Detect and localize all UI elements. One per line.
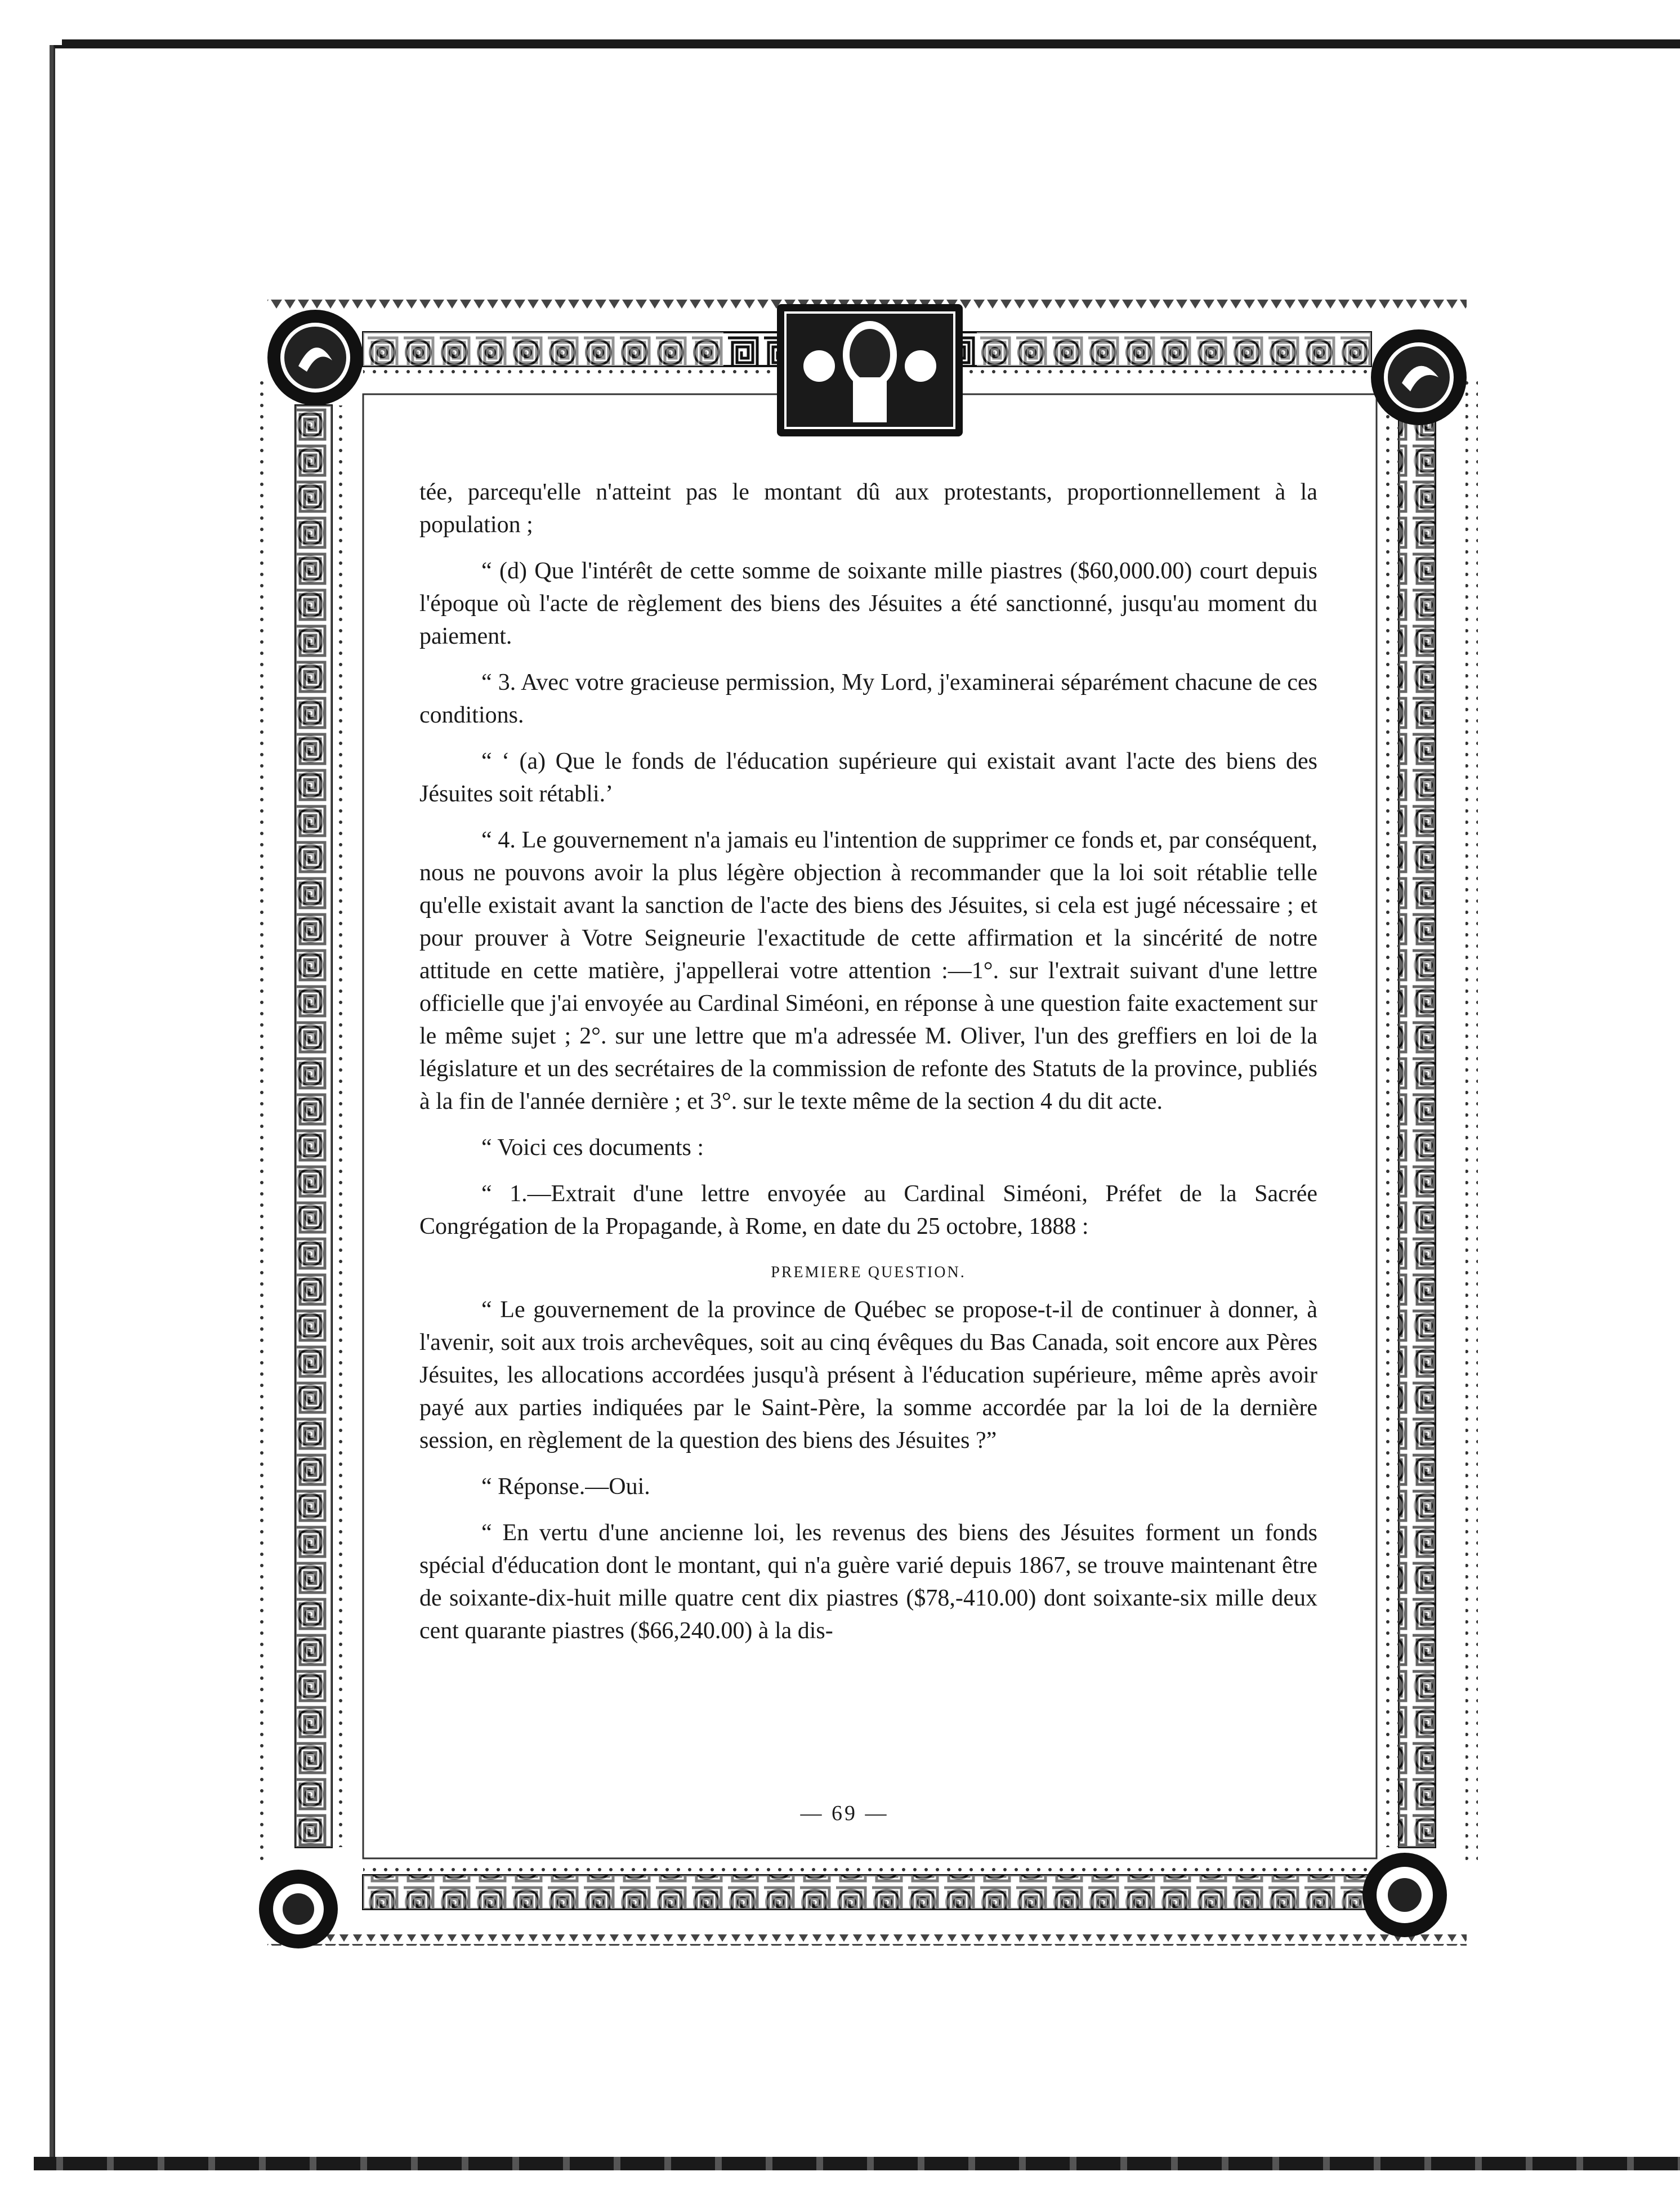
paragraph: “ (d) Que l'intérêt de cette somme de soixante mille piastres ($60,000.00) court depuis l'époque où l'acte de règlement des biens des Jésuites a été sanctionné, jusqu'au moment du paiement. (419, 558, 1317, 649)
paragraph: tée, parcequ'elle n'atteint pas le montant dû aux protestants, proportionnellement à la population ; (419, 479, 1317, 538)
page-text (419, 476, 1317, 1816)
paragraph: “ 3. Avec votre gracieuse permission, My Lord, j'examinerai séparément chacune de ces conditions. (419, 670, 1317, 728)
paragraph: “ 4. Le gouvernement n'a jamais eu l'intention de supprimer ce fonds et, par conséquent, nous ne pouvons avoir la plus légère objection à recommander que la loi soit rétablie telle qu'elle existait avant la sanction de l'acte des biens des Jésuites, si cela est jugé nécessaire ; et pour prouver à Votre Seigneurie l'exactitude de cette affirmation et la sincérité de notre attitude en cette matière, j'appellerai votre attention :—1°. sur l'extrait suivant d'une lettre officielle que j'ai envoyée au Cardinal Siméoni, en réponse à une question faite exactement sur le même sujet ; 2°. sur une lettre que m'a adressée M. Oliver, l'un des greffiers en loi de la législature et un des secrétaires de la commission de refonte des Statuts de la province, publiés à la fin de l'année dernière ; et 3°. sur le texte même de la section 4 du dit acte. (419, 827, 1317, 1114)
paragraph: “ ‘ (a) Que le fonds de l'éducation supérieure qui existait avant l'acte des biens des Jésuites soit rétabli.’ (419, 748, 1317, 807)
page-top-shadow (62, 39, 1680, 48)
page-bottom-edge (34, 2157, 1680, 2170)
paragraph: “ 1.—Extrait d'une lettre envoyée au Cardinal Siméoni, Préfet de la Sacrée Congrégation de la Propagande, à Rome, en date du 25 octobre, 1888 : (419, 1181, 1317, 1239)
paragraph: “ Voici ces documents : (481, 1135, 704, 1161)
section-heading: PREMIERE QUESTION. (771, 1264, 966, 1281)
paragraph: “ En vertu d'une ancienne loi, les revenus des biens des Jésuites forment un fonds spécial d'éducation dont le montant, qui n'a guère varié depuis 1867, se trouve maintenant être de soixante-dix-huit mille quatre cent dix piastres ($78,-410.00) dont soixante-six mille deux cent quarante piastres ($66,240.00) à la dis- (419, 1520, 1317, 1644)
page-number: — 69 — (800, 1801, 889, 1825)
paragraph: “ Le gouvernement de la province de Québec se propose-t-il de continuer à donner, à l'avenir, soit aux trois archevêques, soit au cinq évêques du Bas Canada, soit encore aux Pères Jésuites, les allocations accordées jusqu'à présent à l'éducation supérieure, même après avoir payé aux parties indiquées par le Saint-Père, la somme accordée par la loi de la dernière session, en règlement de la question des biens des Jésuites ?” (419, 1297, 1317, 1453)
paragraph: “ Réponse.—Oui. (481, 1474, 650, 1500)
